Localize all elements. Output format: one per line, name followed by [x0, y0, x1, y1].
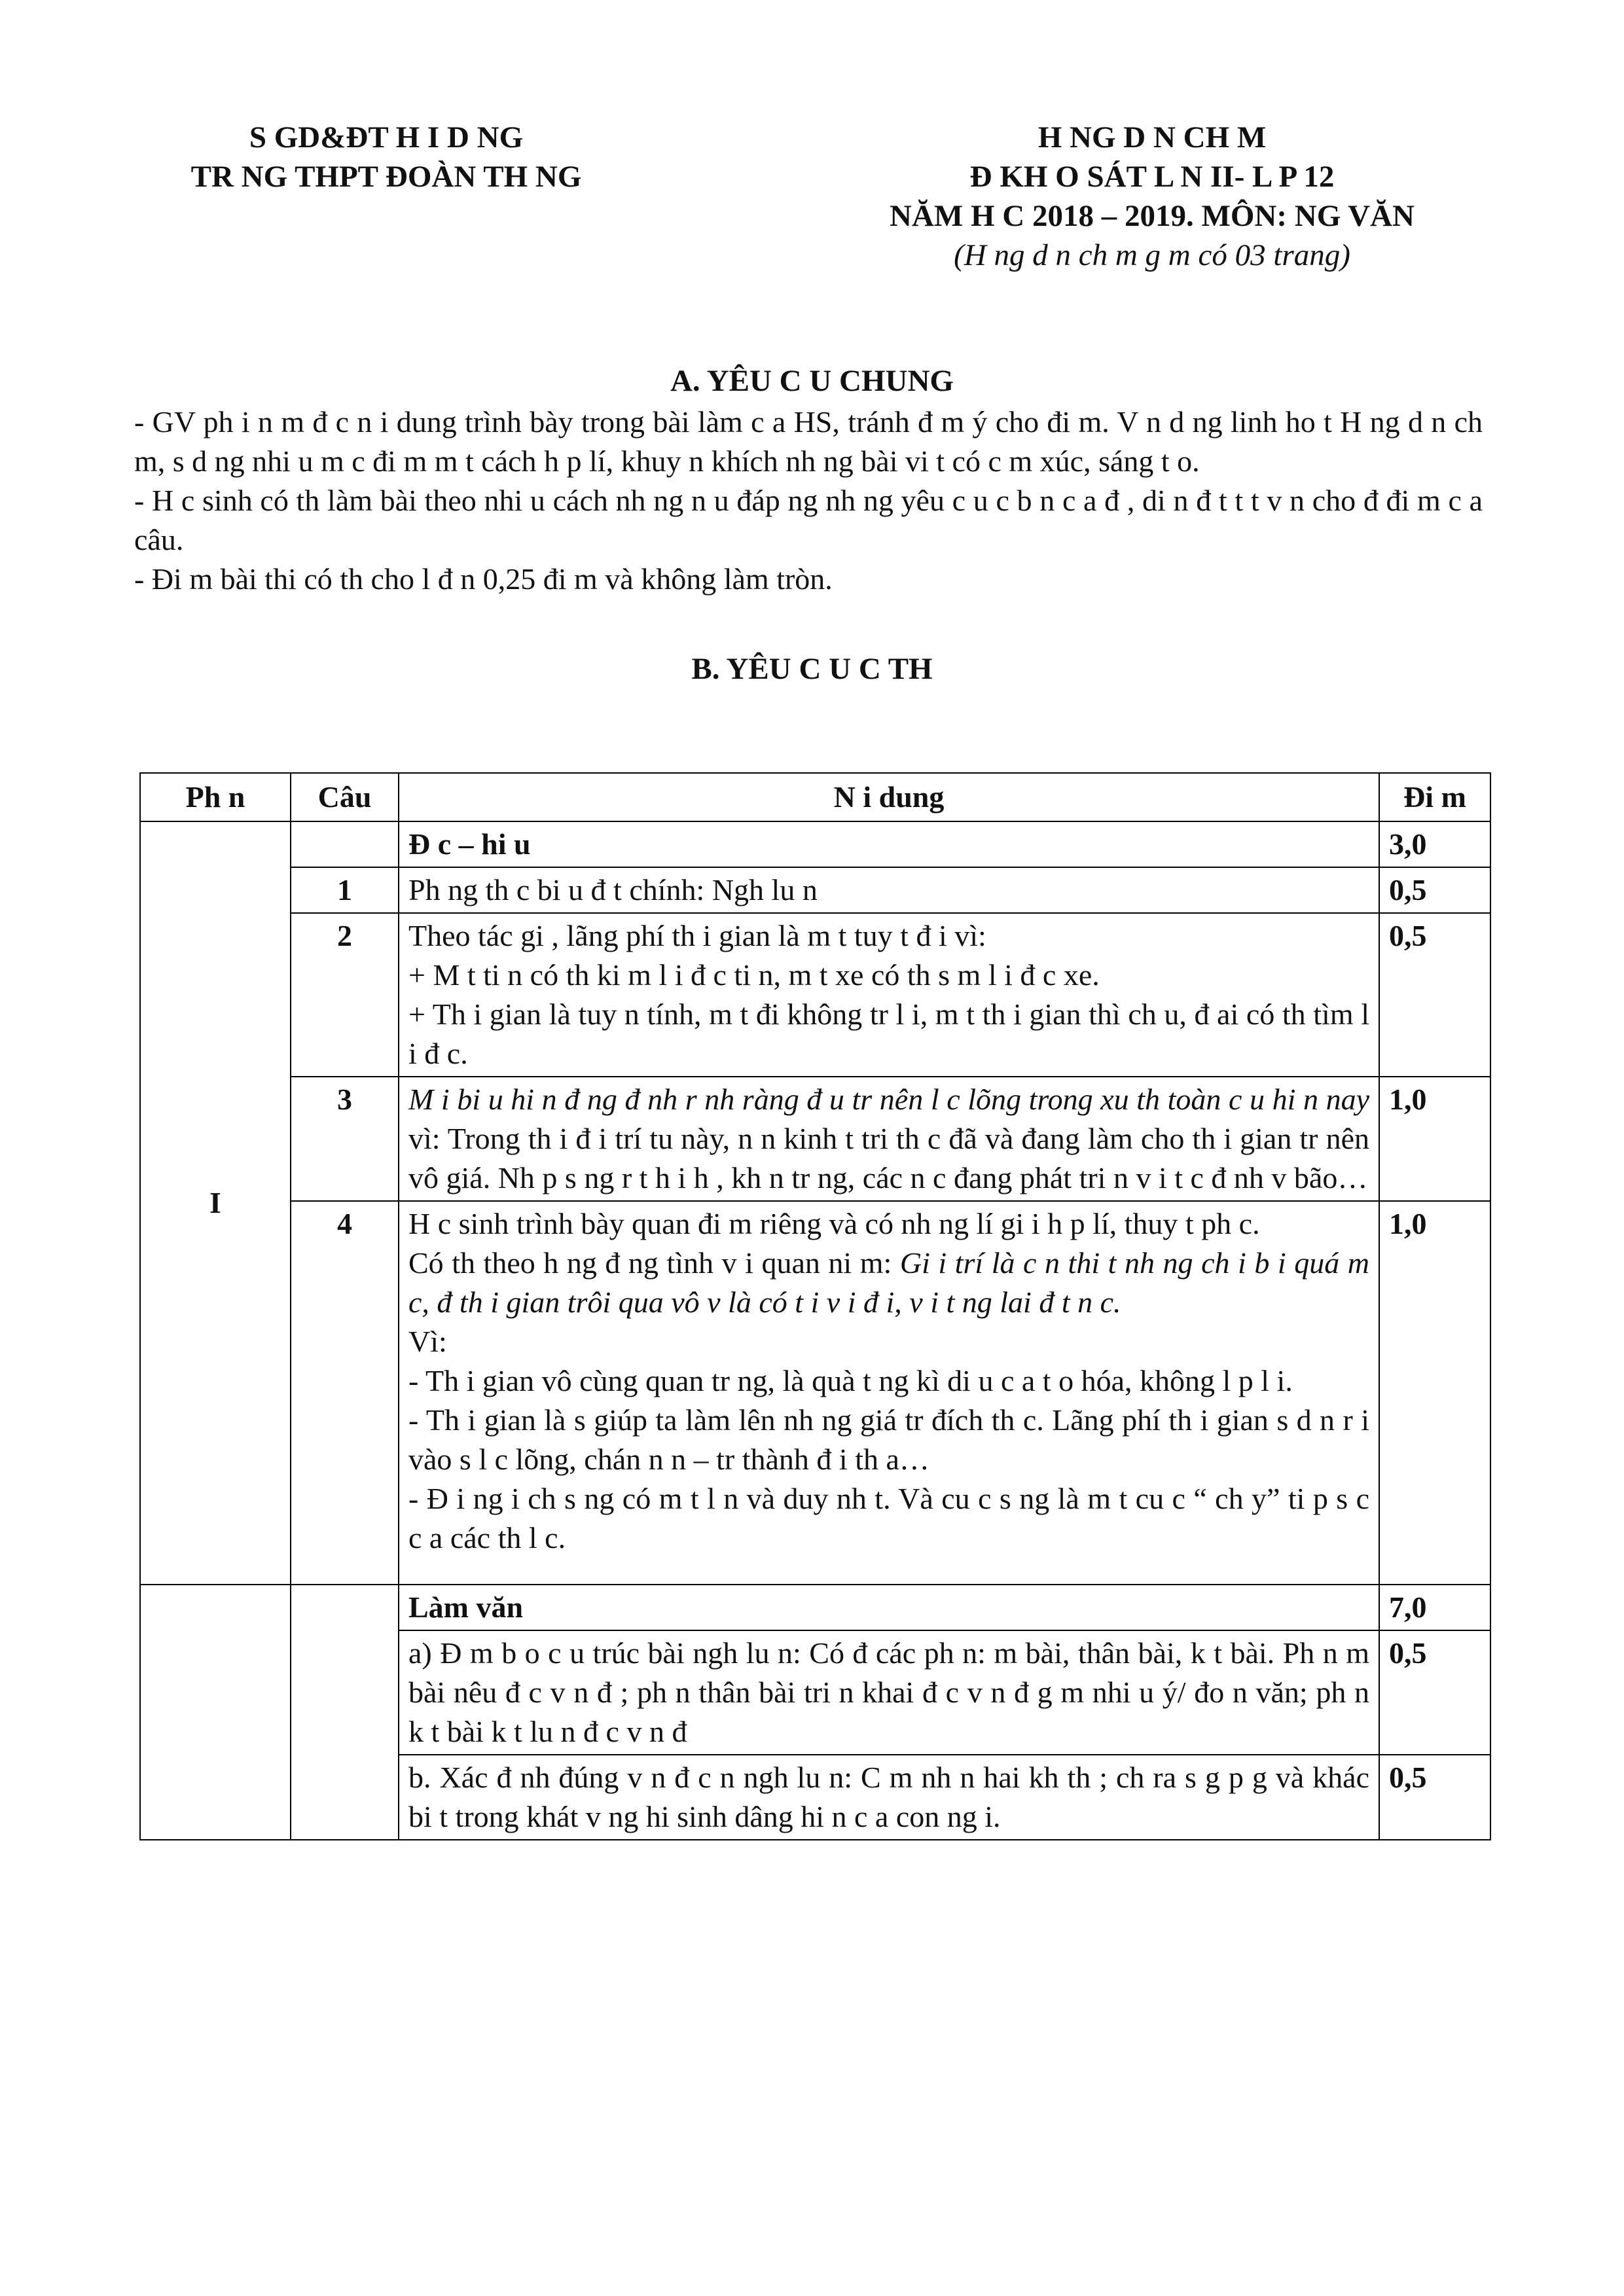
header-part: Ph n	[140, 773, 291, 821]
answer-plain: Có th theo h ng đ ng tình v i quan ni m:	[408, 1246, 900, 1280]
answer-bullet: - Th i gian vô cùng quan tr ng, là quà t ng kì di u c a t o hóa, không l p l i.	[408, 1364, 1293, 1397]
answer-score: 0,5	[1379, 1630, 1490, 1755]
grading-table	[139, 772, 1491, 1840]
header-question: Câu	[291, 773, 399, 821]
exam-name: Đ KH O SÁT L N II- L P 12	[969, 160, 1335, 194]
table-row	[140, 913, 1490, 1077]
answer-score: 0,5	[1379, 867, 1490, 913]
answer-explanation: vì: Trong th i đ i trí tu này, n n kinh t tri th c đã và đang làm cho th i gian tr nên vô giá. Nh p s ng r t h i h , kh n tr ng, các n c đang phát tri n v i t c đ nh v bão…	[408, 1122, 1369, 1194]
general-requirement-3: - Đi m bài thi có th cho l đ n 0,25 đi m và không làm tròn.	[134, 562, 833, 596]
question-number: 3	[291, 1077, 399, 1201]
section-a-body	[134, 403, 1483, 599]
answer-score: 0,5	[1379, 913, 1490, 1077]
question-number: 4	[291, 1201, 399, 1585]
answer-content	[399, 1201, 1379, 1585]
answer-content: b. Xác đ nh đúng v n đ c n ngh lu n: C m nh n hai kh th ; ch ra s g p g và khác bi t trong khát v ng hi sinh dâng hi n c a con ng i.	[399, 1755, 1379, 1840]
answer-content: a) Đ m b o c u trúc bài ngh lu n: Có đ các ph n: m bài, thân bài, k t bài. Ph n m bài nêu đ c v n đ ; ph n thân bài tri n khai đ c v n đ g m nhi u ý/ đo n văn; ph n k t bài k t lu n đ c v n đ	[399, 1630, 1379, 1755]
table-row	[140, 1585, 1490, 1630]
header-right	[733, 118, 1571, 275]
answer-bullet: - Đ i ng i ch s ng có m t l n và duy nh t. Và cu c s ng là m t cu c “ ch y” ti p s c c a các th l c.	[408, 1482, 1369, 1554]
answer-italic-quote: Gi i trí là c n thi t nh ng ch i b i quá m c, đ th i gian trôi qua vô v là có t i v i đ i, v i t ng lai đ t n c.	[408, 1246, 1369, 1319]
header-left	[85, 118, 687, 196]
answer-line: H c sinh trình bày quan đi m riêng và có nh ng lí gi i h p lí, thuy t ph c.	[408, 1207, 1260, 1240]
answer-content: Ph ng th c bi u đ t chính: Ngh lu n	[399, 867, 1379, 913]
section-b-title: B. YÊU C U C TH	[691, 652, 933, 686]
answer-bullet: - Th i gian là s giúp ta làm lên nh ng giá tr đích th c. Lãng phí th i gian s d n r i vào s l c lõng, chán n n – tr thành đ i th a…	[408, 1403, 1369, 1476]
question-number: 1	[291, 867, 399, 913]
school-name: TR NG THPT ĐOÀN TH NG	[190, 160, 582, 194]
answer-score: 1,0	[1379, 1201, 1490, 1585]
answer-score: 1,0	[1379, 1077, 1490, 1201]
header-content: N i dung	[399, 773, 1379, 821]
table-row	[140, 867, 1490, 913]
answer-line: Theo tác gi , lãng phí th i gian là m t tuy t đ i vì:	[408, 919, 986, 952]
writing-section-heading: Làm văn	[399, 1585, 1379, 1630]
doc-title: H NG D N CH M	[1038, 120, 1267, 154]
answer-italic-quote: M i bi u hi n đ ng đ nh r nh ràng đ u tr nên l c lõng trong xu th toàn c u hi n nay	[408, 1083, 1369, 1116]
answer-line: Vì:	[408, 1325, 447, 1358]
answer-line: + M t ti n có th ki m l i đ c ti n, m t xe có th s m l i đ c xe.	[408, 958, 1100, 992]
general-requirement-2: - H c sinh có th làm bài theo nhi u cách nh ng n u đáp ng nh ng yêu c u c b n c a đ , di n đ t t t v n cho đ đi m c a câu.	[134, 484, 1483, 556]
writing-section-score: 7,0	[1379, 1585, 1490, 1630]
school-year-subject: NĂM H C 2018 – 2019. MÔN: NG VĂN	[890, 199, 1415, 233]
answer-content	[399, 1077, 1379, 1201]
answer-line	[408, 1244, 1369, 1322]
answer-line: + Th i gian là tuy n tính, m t đi không tr l i, m t th i gian thì ch u, đ ai có th tìm l i đ c.	[408, 997, 1369, 1070]
page-count-note: (H ng d n ch m g m có 03 trang)	[954, 238, 1350, 272]
header-score: Đi m	[1379, 773, 1490, 821]
general-requirement-1: - GV ph i n m đ c n i dung trình bày trong bài làm c a HS, tránh đ m ý cho đi m. V n d ng linh ho t H ng d n ch m, s d ng nhi u m c đi m m t cách h p lí, khuy n khích nh ng bài vi t có c m xúc, sáng t o.	[134, 405, 1483, 478]
reading-section-score: 3,0	[1379, 821, 1490, 867]
answer-content	[399, 913, 1379, 1077]
reading-section-heading: Đ c – hi u	[399, 821, 1379, 867]
part-one-label: I	[140, 821, 291, 1585]
section-a-title: A. YÊU C U CHUNG	[670, 364, 954, 398]
department-name: S GD&ĐT H I D NG	[249, 120, 524, 154]
question-number: 2	[291, 913, 399, 1077]
table-row	[140, 1077, 1490, 1201]
table-row	[140, 1201, 1490, 1585]
table-row	[140, 821, 1490, 867]
table-header-row	[140, 773, 1490, 821]
answer-score: 0,5	[1379, 1755, 1490, 1840]
